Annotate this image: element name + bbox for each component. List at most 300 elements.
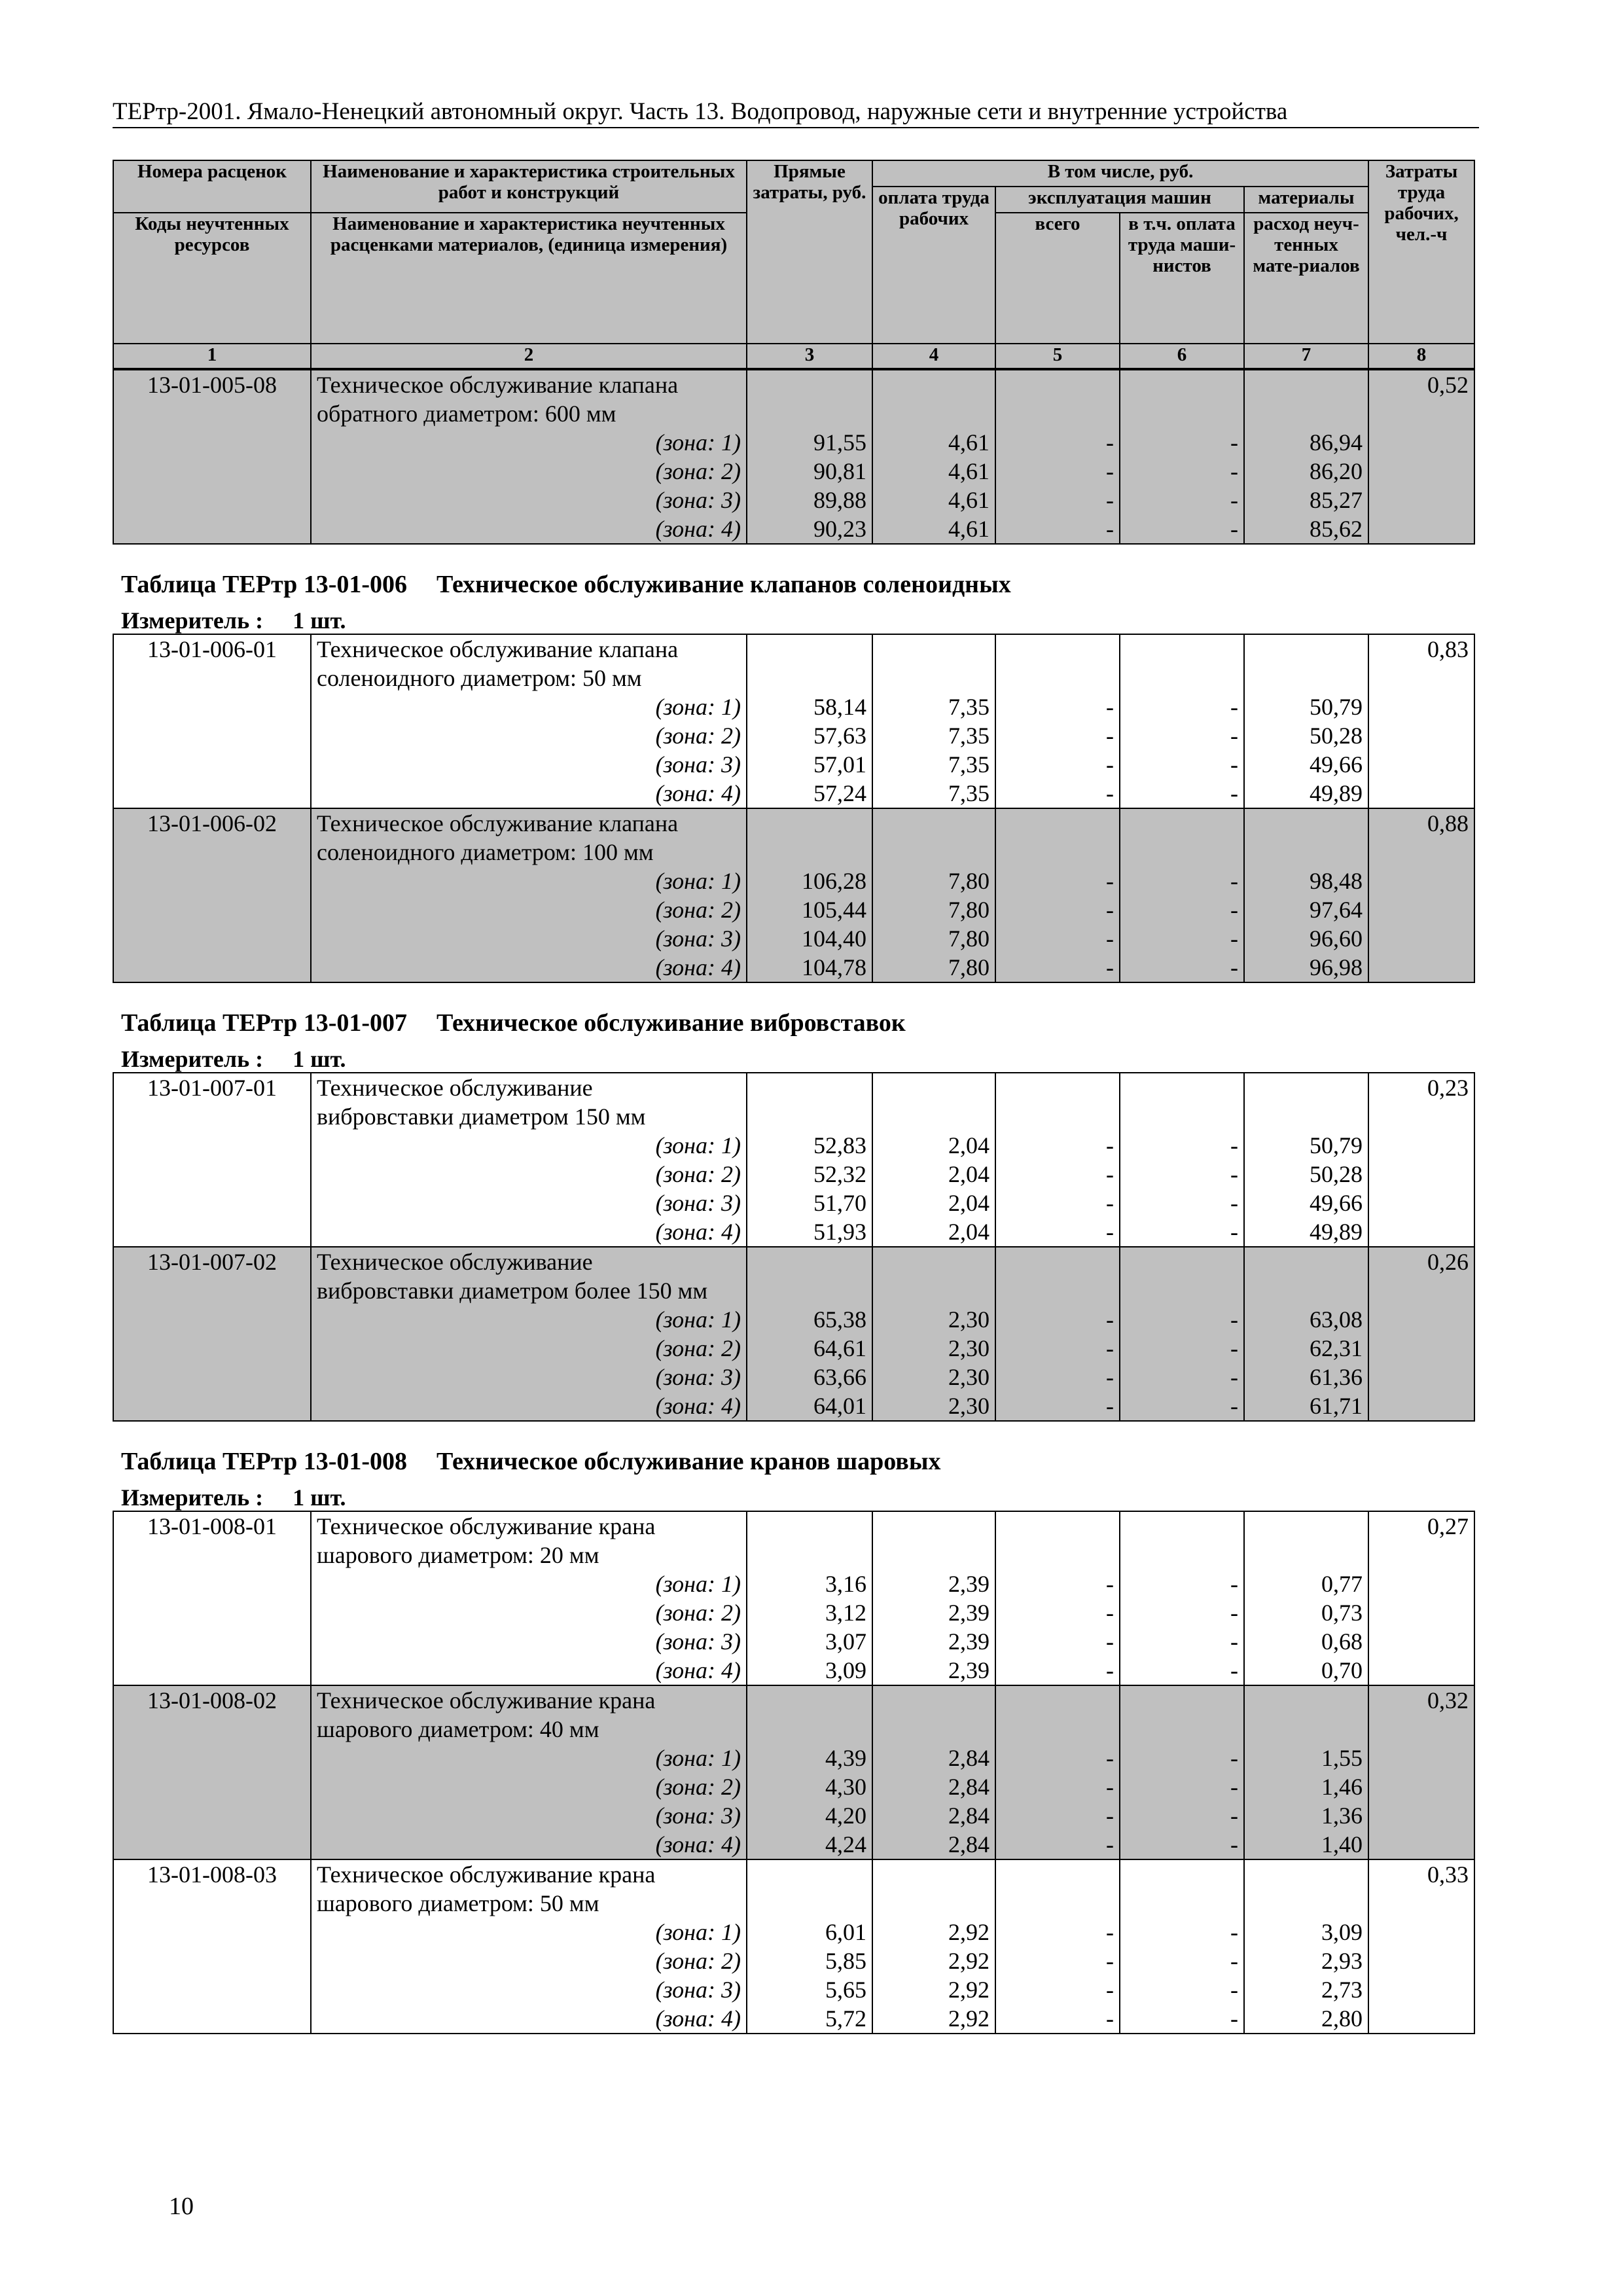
- measure-unit: 1 шт.: [293, 1484, 346, 1511]
- labor-pay: 2,04: [948, 1132, 990, 1158]
- labor-pay: 2,92: [948, 1948, 990, 1974]
- labor-pay: 2,92: [948, 1977, 990, 2003]
- machine-cost: -: [1106, 1803, 1114, 1829]
- labor-pay: 4,61: [948, 458, 990, 484]
- machinist-pay: -: [1230, 751, 1238, 778]
- rates-table: [113, 634, 1475, 983]
- zone-label: (зона: 3): [655, 1628, 741, 1655]
- machine-cost: -: [1106, 516, 1114, 542]
- zone-label: (зона: 3): [655, 1364, 741, 1390]
- zone-label: (зона: 1): [655, 1132, 741, 1158]
- materials-cost-cell: [1244, 370, 1368, 544]
- machinist-pay-cell: [1120, 634, 1244, 808]
- col-header-nomera: Номера расценок: [113, 160, 311, 213]
- spacer: [1250, 370, 1363, 428]
- labor-pay: 2,04: [948, 1219, 990, 1245]
- zone-label: (зона: 2): [655, 1600, 741, 1626]
- rates-table-body: [113, 370, 1474, 544]
- zone-label: (зона: 2): [655, 458, 741, 484]
- labor-pay-cell: [872, 1511, 995, 1685]
- rate-code: 13-01-006-01: [113, 634, 311, 808]
- machinist-pay: -: [1230, 516, 1238, 542]
- materials-cost: 1,55: [1321, 1745, 1363, 1771]
- direct-cost: 90,23: [813, 516, 866, 542]
- machine-cost: -: [1106, 954, 1114, 980]
- description-line: Техническое обслуживание: [317, 1075, 593, 1101]
- labor-pay: 2,84: [948, 1831, 990, 1857]
- table-name: Техническое обслуживание кранов шаровых: [437, 1448, 941, 1475]
- materials-cost: 50,79: [1310, 694, 1363, 720]
- rate-description: [311, 370, 747, 544]
- machinist-pay: -: [1230, 1600, 1238, 1626]
- description-line: шарового диаметром: 40 мм: [317, 1716, 599, 1742]
- machine-cost: -: [1106, 429, 1114, 456]
- table-row: [113, 1511, 1474, 1685]
- spacer: [878, 370, 990, 428]
- labor-pay: 2,30: [948, 1364, 990, 1390]
- table-block: [113, 634, 1474, 983]
- spacer: [1250, 635, 1363, 692]
- labor-pay: 7,80: [948, 925, 990, 952]
- direct-cost: 4,39: [825, 1745, 866, 1771]
- zone-label: (зона: 4): [655, 1831, 741, 1857]
- table-block: [113, 1511, 1474, 2034]
- materials-cost: 3,09: [1321, 1919, 1363, 1945]
- table-row: [113, 370, 1474, 544]
- description-line: Техническое обслуживание клапана: [317, 810, 679, 836]
- labor-pay: 2,92: [948, 1919, 990, 1945]
- machinist-pay: -: [1230, 1948, 1238, 1974]
- materials-cost: 96,98: [1310, 954, 1363, 980]
- materials-cost: 1,40: [1321, 1831, 1363, 1857]
- col-header-v-tom-chisle: В том числе, руб.: [872, 160, 1368, 187]
- machine-cost: -: [1106, 1190, 1114, 1216]
- direct-cost: 57,24: [813, 780, 866, 806]
- spacer: [753, 1512, 866, 1570]
- machinist-pay: -: [1230, 1219, 1238, 1245]
- spacer: [1126, 1686, 1238, 1744]
- machinist-pay: -: [1230, 1628, 1238, 1655]
- labor-pay-cell: [872, 1859, 995, 2034]
- labor-pay: 2,39: [948, 1571, 990, 1597]
- materials-cost-cell: [1244, 1685, 1368, 1859]
- zone-label: (зона: 4): [655, 516, 741, 542]
- description-line: вибровставки диаметром более 150 мм: [317, 1278, 708, 1304]
- machine-cost: -: [1106, 458, 1114, 484]
- direct-cost: 5,65: [825, 1977, 866, 2003]
- machine-cost: -: [1106, 1745, 1114, 1771]
- labor-pay: 2,92: [948, 2005, 990, 2032]
- table-row: [113, 1247, 1474, 1421]
- direct-cost: 89,88: [813, 487, 866, 513]
- table-block: [113, 1072, 1474, 1422]
- labor-pay-cell: [872, 634, 995, 808]
- machinist-pay-cell: [1120, 370, 1244, 544]
- direct-cost: 5,72: [825, 2005, 866, 2032]
- description-line: Техническое обслуживание клапана: [317, 372, 679, 398]
- machinist-pay: -: [1230, 1831, 1238, 1857]
- machinist-pay: -: [1230, 897, 1238, 923]
- direct-cost: 5,85: [825, 1948, 866, 1974]
- zone-label: (зона: 1): [655, 429, 741, 456]
- measure-label: Измеритель :: [121, 607, 264, 634]
- rates-table-body: [113, 1073, 1474, 1421]
- machinist-pay: -: [1230, 723, 1238, 749]
- measure-label: Измеритель :: [121, 1484, 264, 1511]
- labor-pay: 2,84: [948, 1745, 990, 1771]
- spacer: [878, 1073, 990, 1131]
- rates-table-body: [113, 634, 1474, 982]
- col-header-eksplu: эксплуатация машин: [995, 187, 1244, 213]
- description-line: Техническое обслуживание крана: [317, 1513, 656, 1539]
- rate-code: 13-01-008-02: [113, 1685, 311, 1859]
- labor-pay: 7,35: [948, 694, 990, 720]
- labor-pay: 2,30: [948, 1393, 990, 1419]
- labor-pay: 2,30: [948, 1306, 990, 1333]
- spacer: [753, 1247, 866, 1305]
- materials-cost: 62,31: [1310, 1335, 1363, 1361]
- machinist-pay: -: [1230, 1190, 1238, 1216]
- spacer: [1001, 1247, 1114, 1305]
- table-number: Таблица ТЕРтр 13-01-006: [121, 571, 408, 598]
- labor-hours: 0,33: [1368, 1859, 1474, 2034]
- zone-label: (зона: 4): [655, 2005, 741, 2032]
- measure-label: Измеритель :: [121, 1046, 264, 1072]
- zone-label: (зона: 2): [655, 723, 741, 749]
- table-row: [113, 808, 1474, 982]
- machinist-pay: -: [1230, 1571, 1238, 1597]
- materials-cost: 0,77: [1321, 1571, 1363, 1597]
- materials-cost: 49,66: [1310, 1190, 1363, 1216]
- machinist-pay: -: [1230, 1745, 1238, 1771]
- labor-pay: 7,80: [948, 868, 990, 894]
- labor-pay: 2,84: [948, 1803, 990, 1829]
- direct-cost: 105,44: [802, 897, 866, 923]
- zone-label: (зона: 4): [655, 780, 741, 806]
- machinist-pay: -: [1230, 2005, 1238, 2032]
- materials-cost-cell: [1244, 1073, 1368, 1247]
- col-header-pryamye: Прямые затраты, руб.: [747, 160, 872, 344]
- materials-cost: 2,93: [1321, 1948, 1363, 1974]
- spacer: [753, 809, 866, 867]
- machinist-pay: -: [1230, 1393, 1238, 1419]
- machinist-pay: -: [1230, 1335, 1238, 1361]
- materials-cost: 0,73: [1321, 1600, 1363, 1626]
- measure-line: [121, 606, 346, 635]
- spacer: [1250, 1512, 1363, 1570]
- direct-cost: 91,55: [813, 429, 866, 456]
- zone-label: (зона: 4): [655, 1219, 741, 1245]
- labor-pay: 2,39: [948, 1628, 990, 1655]
- col-number: 7: [1244, 344, 1368, 368]
- spacer: [1001, 370, 1114, 428]
- col-number: 5: [995, 344, 1120, 368]
- spacer: [1001, 1512, 1114, 1570]
- materials-cost: 2,80: [1321, 2005, 1363, 2032]
- description-line: соленоидного диаметром: 100 мм: [317, 839, 654, 865]
- col-header-naim-mat: Наименование и характеристика неучтенных расценками материалов, (единица измерения): [311, 213, 747, 344]
- spacer: [1126, 370, 1238, 428]
- rate-description: [311, 1073, 747, 1247]
- zone-label: (зона: 4): [655, 1393, 741, 1419]
- rate-code: 13-01-006-02: [113, 808, 311, 982]
- direct-cost: 3,07: [825, 1628, 866, 1655]
- machine-cost: -: [1106, 1628, 1114, 1655]
- materials-cost: 50,79: [1310, 1132, 1363, 1158]
- rate-code: 13-01-005-08: [113, 370, 311, 544]
- labor-pay: 7,35: [948, 723, 990, 749]
- materials-cost: 50,28: [1310, 723, 1363, 749]
- zone-label: (зона: 3): [655, 1803, 741, 1829]
- direct-cost: 4,24: [825, 1831, 866, 1857]
- table-title: [121, 1008, 906, 1038]
- direct-cost-cell: [747, 370, 872, 544]
- direct-cost: 63,66: [813, 1364, 866, 1390]
- spacer: [1250, 1073, 1363, 1131]
- machinist-pay: -: [1230, 1977, 1238, 2003]
- labor-hours: 0,26: [1368, 1247, 1474, 1421]
- machinist-pay-cell: [1120, 1511, 1244, 1685]
- machinist-pay-cell: [1120, 1073, 1244, 1247]
- spacer: [1126, 1512, 1238, 1570]
- rate-description: [311, 1859, 747, 2034]
- column-header-table: [113, 160, 1475, 369]
- labor-pay: 2,39: [948, 1600, 990, 1626]
- col-number: 4: [872, 344, 995, 368]
- rate-description: [311, 808, 747, 982]
- rate-code: 13-01-007-02: [113, 1247, 311, 1421]
- labor-pay: 7,80: [948, 897, 990, 923]
- direct-cost-cell: [747, 1859, 872, 2034]
- machinist-pay: -: [1230, 1364, 1238, 1390]
- machinist-pay: -: [1230, 429, 1238, 456]
- measure-line: [121, 1483, 346, 1512]
- table-title: [121, 1446, 941, 1477]
- machinist-pay: -: [1230, 868, 1238, 894]
- labor-hours: 0,83: [1368, 634, 1474, 808]
- direct-cost-cell: [747, 1073, 872, 1247]
- spacer: [1126, 809, 1238, 867]
- labor-hours: 0,32: [1368, 1685, 1474, 1859]
- col-number: 1: [113, 344, 311, 368]
- machine-cost: -: [1106, 780, 1114, 806]
- description-line: вибровставки диаметром 150 мм: [317, 1103, 646, 1130]
- labor-pay: 7,35: [948, 751, 990, 778]
- materials-cost: 0,68: [1321, 1628, 1363, 1655]
- machine-cost: -: [1106, 694, 1114, 720]
- measure-unit: 1 шт.: [293, 607, 346, 634]
- zone-label: (зона: 2): [655, 897, 741, 923]
- col-number: 3: [747, 344, 872, 368]
- labor-pay: 2,30: [948, 1335, 990, 1361]
- col-header-materialy: материалы: [1244, 187, 1368, 213]
- materials-cost: 61,71: [1310, 1393, 1363, 1419]
- zone-label: (зона: 1): [655, 1919, 741, 1945]
- machinist-pay: -: [1230, 1306, 1238, 1333]
- direct-cost-cell: [747, 634, 872, 808]
- spacer: [878, 1686, 990, 1744]
- description-line: обратного диаметром: 600 мм: [317, 401, 616, 427]
- zone-label: (зона: 1): [655, 1306, 741, 1333]
- col-header-naim-work: Наименование и характеристика строительных работ и конструкций: [311, 160, 747, 213]
- machine-cost: -: [1106, 1571, 1114, 1597]
- direct-cost-cell: [747, 1247, 872, 1421]
- table-number: Таблица ТЕРтр 13-01-008: [121, 1448, 408, 1475]
- machinist-pay-cell: [1120, 1247, 1244, 1421]
- table-row: [113, 634, 1474, 808]
- zone-label: (зона: 2): [655, 1335, 741, 1361]
- machine-cost-cell: [995, 634, 1120, 808]
- description-line: шарового диаметром: 20 мм: [317, 1542, 599, 1568]
- table-title: [121, 569, 1011, 600]
- machine-cost: -: [1106, 1774, 1114, 1800]
- direct-cost: 4,20: [825, 1803, 866, 1829]
- spacer: [1001, 1686, 1114, 1744]
- description-line: Техническое обслуживание: [317, 1249, 593, 1275]
- zone-label: (зона: 2): [655, 1774, 741, 1800]
- materials-cost: 0,70: [1321, 1657, 1363, 1683]
- direct-cost: 58,14: [813, 694, 866, 720]
- machine-cost: -: [1106, 2005, 1114, 2032]
- zone-label: (зона: 3): [655, 1190, 741, 1216]
- zone-label: (зона: 1): [655, 1745, 741, 1771]
- materials-cost: 49,66: [1310, 751, 1363, 778]
- materials-cost: 85,62: [1310, 516, 1363, 542]
- machine-cost: -: [1106, 1919, 1114, 1945]
- direct-cost: 64,61: [813, 1335, 866, 1361]
- zone-label: (зона: 4): [655, 1657, 741, 1683]
- rate-code: 13-01-008-03: [113, 1859, 311, 2034]
- labor-pay: 4,61: [948, 487, 990, 513]
- machine-cost: -: [1106, 1219, 1114, 1245]
- description-line: Техническое обслуживание крана: [317, 1861, 656, 1888]
- direct-cost: 57,63: [813, 723, 866, 749]
- materials-cost: 96,60: [1310, 925, 1363, 952]
- materials-cost: 49,89: [1310, 780, 1363, 806]
- col-header-vtch: в т.ч. оплата труда маши-нистов: [1120, 213, 1244, 344]
- rate-description: [311, 1247, 747, 1421]
- materials-cost-cell: [1244, 1247, 1368, 1421]
- machinist-pay: -: [1230, 1803, 1238, 1829]
- zone-label: (зона: 1): [655, 694, 741, 720]
- labor-pay-cell: [872, 808, 995, 982]
- zone-label: (зона: 2): [655, 1948, 741, 1974]
- labor-pay: 7,80: [948, 954, 990, 980]
- spacer: [1250, 809, 1363, 867]
- machine-cost: -: [1106, 1657, 1114, 1683]
- materials-cost: 2,73: [1321, 1977, 1363, 2003]
- spacer: [1250, 1860, 1363, 1918]
- direct-cost: 52,83: [813, 1132, 866, 1158]
- direct-cost: 52,32: [813, 1161, 866, 1187]
- machine-cost: -: [1106, 1600, 1114, 1626]
- spacer: [1126, 635, 1238, 692]
- machinist-pay: -: [1230, 1919, 1238, 1945]
- materials-cost: 97,64: [1310, 897, 1363, 923]
- direct-cost: 90,81: [813, 458, 866, 484]
- direct-cost: 51,93: [813, 1219, 866, 1245]
- machine-cost-cell: [995, 1685, 1120, 1859]
- spacer: [753, 1686, 866, 1744]
- materials-cost-cell: [1244, 808, 1368, 982]
- zone-label: (зона: 4): [655, 954, 741, 980]
- description-line: соленоидного диаметром: 50 мм: [317, 665, 642, 691]
- machine-cost: -: [1106, 868, 1114, 894]
- labor-pay-cell: [872, 1073, 995, 1247]
- machinist-pay: -: [1230, 1774, 1238, 1800]
- machine-cost: -: [1106, 925, 1114, 952]
- machine-cost: -: [1106, 751, 1114, 778]
- page-header: ТЕРтр-2001. Ямало-Ненецкий автономный округ. Часть 13. Водопровод, наружные сети и внутренние устройства: [113, 97, 1479, 128]
- labor-pay-cell: [872, 370, 995, 544]
- machinist-pay-cell: [1120, 1859, 1244, 2034]
- machine-cost: -: [1106, 1948, 1114, 1974]
- description-line: Техническое обслуживание клапана: [317, 636, 679, 662]
- measure-unit: 1 шт.: [293, 1046, 346, 1072]
- direct-cost: 104,40: [802, 925, 866, 952]
- machine-cost: -: [1106, 1161, 1114, 1187]
- labor-hours: 0,52: [1368, 370, 1474, 544]
- spacer: [753, 1860, 866, 1918]
- labor-pay-cell: [872, 1685, 995, 1859]
- spacer: [878, 1512, 990, 1570]
- direct-cost-cell: [747, 808, 872, 982]
- col-header-oplata: оплата труда рабочих: [872, 187, 995, 344]
- machine-cost-cell: [995, 1073, 1120, 1247]
- spacer: [753, 635, 866, 692]
- col-number: 6: [1120, 344, 1244, 368]
- machinist-pay-cell: [1120, 808, 1244, 982]
- direct-cost: 3,16: [825, 1571, 866, 1597]
- page-number: 10: [169, 2193, 194, 2220]
- machinist-pay: -: [1230, 694, 1238, 720]
- col-header-zatraty: Затраты труда рабочих, чел.-ч: [1368, 160, 1474, 344]
- table-row: [113, 1685, 1474, 1859]
- col-header-kody: Коды неучтенных ресурсов: [113, 213, 311, 344]
- machine-cost: -: [1106, 897, 1114, 923]
- description-line: Техническое обслуживание крана: [317, 1687, 656, 1713]
- spacer: [1001, 1073, 1114, 1131]
- zone-label: (зона: 1): [655, 868, 741, 894]
- machine-cost-cell: [995, 1247, 1120, 1421]
- machine-cost: -: [1106, 1831, 1114, 1857]
- zone-label: (зона: 3): [655, 487, 741, 513]
- machine-cost-cell: [995, 370, 1120, 544]
- spacer: [878, 635, 990, 692]
- machine-cost: -: [1106, 1393, 1114, 1419]
- materials-cost: 49,89: [1310, 1219, 1363, 1245]
- direct-cost: 3,09: [825, 1657, 866, 1683]
- labor-pay: 2,04: [948, 1190, 990, 1216]
- description-line: шарового диаметром: 50 мм: [317, 1890, 599, 1916]
- spacer: [1001, 1860, 1114, 1918]
- materials-cost-cell: [1244, 634, 1368, 808]
- materials-cost: 98,48: [1310, 868, 1363, 894]
- labor-pay: 4,61: [948, 429, 990, 456]
- spacer: [1250, 1247, 1363, 1305]
- direct-cost-cell: [747, 1685, 872, 1859]
- materials-cost: 61,36: [1310, 1364, 1363, 1390]
- spacer: [1001, 809, 1114, 867]
- labor-pay: 2,04: [948, 1161, 990, 1187]
- spacer: [1126, 1073, 1238, 1131]
- materials-cost: 1,36: [1321, 1803, 1363, 1829]
- spacer: [753, 370, 866, 428]
- table-row: [113, 1073, 1474, 1247]
- materials-cost-cell: [1244, 1511, 1368, 1685]
- machine-cost: -: [1106, 1364, 1114, 1390]
- spacer: [1126, 1860, 1238, 1918]
